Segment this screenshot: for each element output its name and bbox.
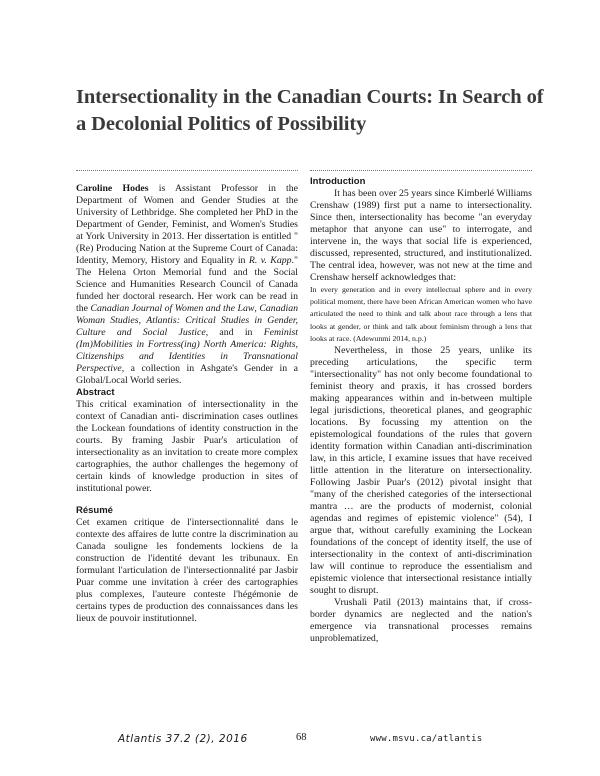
intro-paragraph-2: Nevertheless, in those 25 years, unlike its preceding articulations, the specific term "intersectionality" has not only become foundational to feminist theory and praxis, it has crossed borders making appearances within and in-between multiple legal jurisdictions, theoretical planes, and geographic locations. By focussing my attention on the epistemological foundations of the rules that govern identity formation within Canadian anti-discrimination law, in this article, I examine issues that have received little attention in the literature on intersectionality. Following Jasbir Puar's (2012) pivotal insight that "many of the cherished categories of the intersectional mantra … are the products of modernist, colonial agendas and regimes of epistemic violence" (54), I argue that, without carefully examining the Lockean foundations of the concept of identity itself, the use of intersectionality in the context of anti-discrimination law will continue to reproduce the essentialism and epistemic violence that intersectional resistance intially sought to disrupt. [310,345,532,597]
footer-url: www.msvu.ca/atlantis [370,734,483,744]
intro-paragraph-3: Vrushali Patil (2013) maintains that, if cross-border dynamics are neglected and the nation's emergence via transnational processes remains unproblematized, [310,597,532,645]
bio-journal-4: Feminist (Im)Mobilities in Fortress(ing) North America: Rights, Citizenships and Identities in Transnational Perspective [76,327,298,374]
block-quote: In every generation and in every intellectual sphere and in every political moment, there have been African American women who have articulated the need to think and talk about race through a lens that looks at gender, or think and talk about feminism through a lens that looks at race. (Adewunmi 2014, n.p.) [310,285,532,343]
abstract-section [76,387,298,495]
bio-case-name: R. v. Kapp [248,255,292,266]
resume-heading: Résumé [76,505,113,516]
right-column [310,176,532,645]
bio-text-2: ." The Helena Orton Memorial fund and the Social Science and Humanities Research Council of Canada funded her doctoral research. Her work can be read in the [76,255,298,314]
introduction-heading: Introduction [310,176,366,187]
article-title: Intersectionality in the Canadian Courts: In Search of a Decolonial Politics of Possibility [76,86,544,135]
page-number: 68 [296,732,307,743]
abstract-text: This critical examination of intersectionality in the context of Canadian anti- discrimination cases outlines the Lockean foundations of identity construction in the courts. By framing Jasbir Puar's articulation of intersectionality as an invitation to create more complex cartographies, the author challenges the hegemony of certain kinds of knowledge production in sites of institutional power. [76,399,298,494]
abstract-heading: Abstract [76,387,115,398]
bio-text-1: is Assistant Professor in the Department of Women and Gender Studies at the University of Lethbridge. She completed her PhD in the Department of Gender, Feminist, and Women's Studies at York University in 2013. Her dissertation is entitled "(Re) Producing Nation at the Supreme Court of Canada: Identity, Memory, History and Equality in [76,183,298,266]
left-column [76,183,298,625]
right-dotted-rule [310,170,532,171]
bio-sep-2: , [138,315,147,326]
bio-sep-1: , [254,303,260,314]
footer-journal-citation: Atlantis 37.2 (2), 2016 [118,733,248,745]
bio-journal-1: Canadian Journal of Women and the Law [90,303,255,314]
intro-paragraph-1: It has been over 25 years since Kimberlé Williams Crenshaw (1989) first put a name to intersectionality. Since then, intersectionality has become "an everyday metaphor that anyone can use" to interrogate, and intervene in, the ways that social life is experienced, discussed, represented, structured, and institutionalized. The central idea, however, was not new at the time and Crenshaw herself acknowledges that: [310,188,532,283]
author-bio [76,183,298,387]
bio-sep-3: , and in [205,327,264,338]
resume-section [76,505,298,625]
bio-text-3: , a collection in Ashgate's Gender in a Global/Local World series. [76,363,298,386]
left-dotted-rule [76,170,298,171]
bio-journal-2: Canadian Woman Studies [76,303,299,326]
author-name: Caroline Hodes [76,183,149,194]
bio-journal-3: Atlantis: Critical Studies in Gender, Culture and Social Justice [76,315,299,338]
resume-text: Cet examen critique de l'intersectionnalité dans le contexte des affaires de lutte contre la discrimination au Canada souligne les fondements lockiens de la construction de l'identité devant les tribunaux. En formulant l'articulation de l'intersectionnalité par Jasbir Puar comme une invitation à créer des cartographies plus complexes, l'auteure conteste l'hégémonie de certains types de production des connaissances dans les lieux de pouvoir institutionnel. [76,517,298,624]
